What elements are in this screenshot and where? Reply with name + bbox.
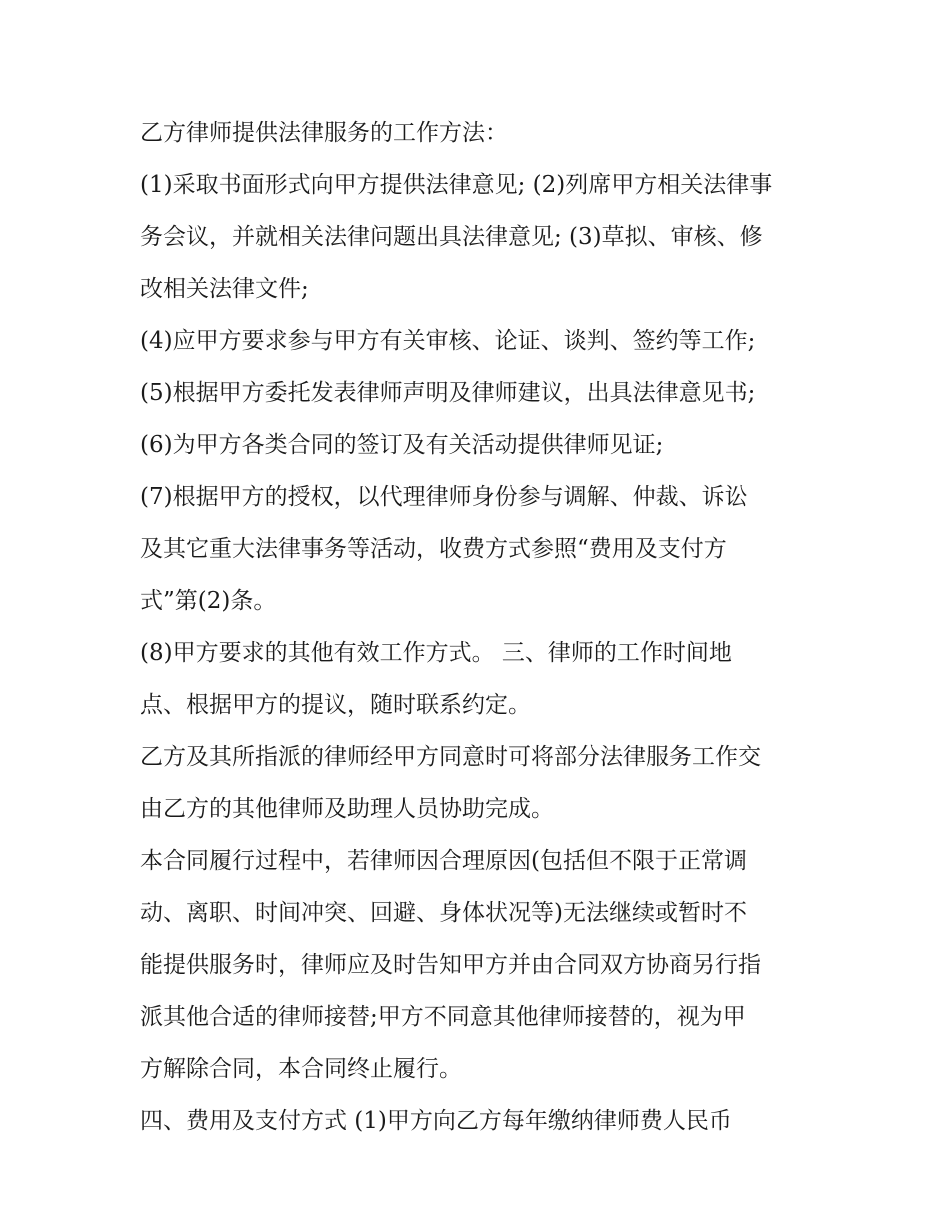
text-line: 由乙方的其他律师及助理人员协助完成。 <box>140 796 554 822</box>
text-line: 及其它重大法律事务等活动，收费方式参照“费用及支付方 <box>140 536 727 562</box>
text-line: (4)应甲方要求参与甲方有关审核、论证、谈判、签约等工作; <box>140 328 756 354</box>
text-line: 乙方及其所指派的律师经甲方同意时可将部分法律服务工作交 <box>140 744 761 770</box>
text-line: (8)甲方要求的其他有效工作方式。 三、律师的工作时间地 <box>140 640 732 666</box>
text-line: (5)根据甲方委托发表律师声明及律师建议，出具法律意见书; <box>140 380 756 406</box>
text-line: 方解除合同，本合同终止履行。 <box>140 1056 462 1082</box>
text-line: 改相关法律文件; <box>140 276 309 302</box>
text-line: 动、离职、时间冲突、回避、身体状况等)无法继续或暂时不 <box>140 900 747 926</box>
text-line: 式”第(2)条。 <box>140 588 277 614</box>
text-line: (7)根据甲方的授权，以代理律师身份参与调解、仲裁、诉讼 <box>140 484 748 510</box>
text-line: 派其他合适的律师接替;甲方不同意其他律师接替的，视为甲 <box>140 1004 746 1030</box>
text-line: 四、费用及支付方式 (1)甲方向乙方每年缴纳律师费人民币 <box>140 1108 732 1134</box>
text-line: 本合同履行过程中，若律师因合理原因(包括但不限于正常调 <box>140 848 747 874</box>
text-line: (6)为甲方各类合同的签订及有关活动提供律师见证; <box>140 432 664 458</box>
document-body <box>140 107 820 1147</box>
text-line: 乙方律师提供法律服务的工作方法： <box>140 120 508 146</box>
text-line: 务会议，并就相关法律问题出具法律意见; (3)草拟、审核、修 <box>140 224 763 250</box>
text-line: 点、根据甲方的提议，随时联系约定。 <box>140 692 531 718</box>
text-line: (1)采取书面形式向甲方提供法律意见; (2)列席甲方相关法律事 <box>140 172 773 198</box>
text-line: 能提供服务时，律师应及时告知甲方并由合同双方协商另行指 <box>140 952 761 978</box>
